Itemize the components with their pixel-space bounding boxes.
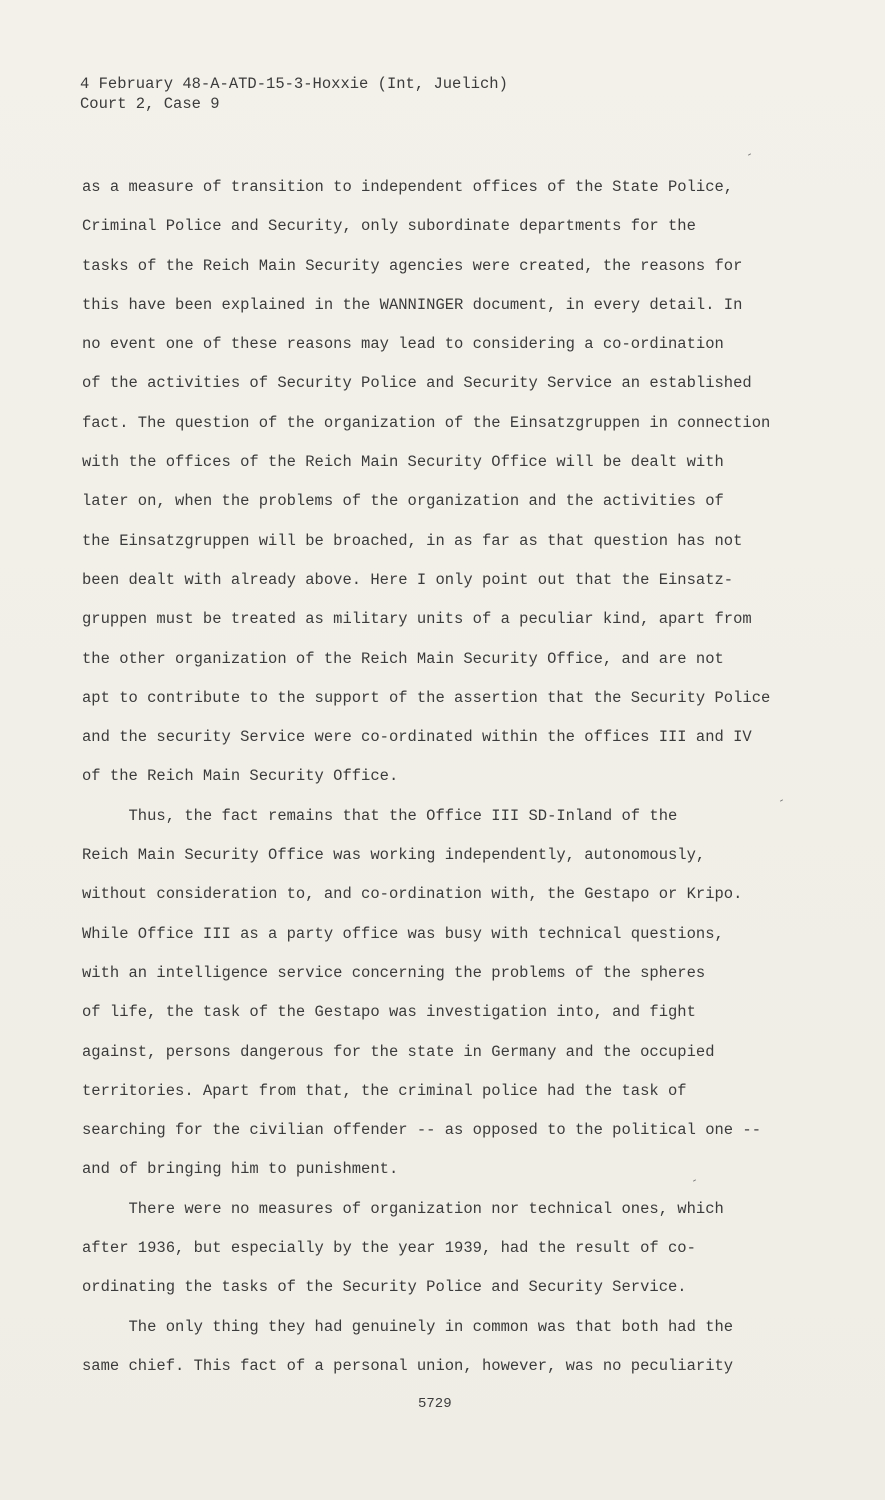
body-line: and the security Service were co-ordinated within the offices III and IV <box>82 728 752 747</box>
body-line: ordinating the tasks of the Security Police and Security Service. <box>82 1278 687 1297</box>
body-line: and of bringing him to punishment. <box>82 1160 399 1179</box>
body-line: gruppen must be treated as military units of a peculiar kind, apart from <box>82 610 752 629</box>
body-line: of the activities of Security Police and Security Service an established <box>82 374 752 393</box>
body-line: territories. Apart from that, the criminal police had the task of <box>82 1081 687 1100</box>
body-line: with an intelligence service concerning the problems of the spheres <box>82 963 706 982</box>
body-line: been dealt with already above. Here I only point out that the Einsatz- <box>82 570 734 589</box>
body-line: with the offices of the Reich Main Security Office will be dealt with <box>82 453 724 472</box>
body-line: Reich Main Security Office was working independently, autonomously, <box>82 846 706 865</box>
body-line: the Einsatzgruppen will be broached, in as far as that question has not <box>82 531 743 550</box>
header-line-1: 4 February 48-A-ATD-15-3-Hoxxie (Int, Juelich) <box>80 75 508 93</box>
body-line: The only thing they had genuinely in common was that both had the <box>82 1317 734 1336</box>
body-line: after 1936, but especially by the year 1939, had the result of co- <box>82 1239 696 1258</box>
paper-speck <box>748 153 751 155</box>
body-line: There were no measures of organization nor technical ones, which <box>82 1199 724 1218</box>
body-line: against, persons dangerous for the state in Germany and the occupied <box>82 1042 715 1061</box>
body-line: apt to contribute to the support of the assertion that the Security Police <box>82 688 771 707</box>
header-line-2: Court 2, Case 9 <box>80 95 220 113</box>
body-line: Criminal Police and Security, only subordinate departments for the <box>82 217 696 236</box>
body-line: searching for the civilian offender -- as opposed to the political one -- <box>82 1121 762 1140</box>
body-line: this have been explained in the WANNINGER document, in every detail. In <box>82 295 743 314</box>
document-header <box>80 74 508 114</box>
body-line: later on, when the problems of the organization and the activities of <box>82 492 724 511</box>
page-number: 5729 <box>418 1396 452 1412</box>
body-line: While Office III as a party office was busy with technical questions, <box>82 924 724 943</box>
body-text <box>82 168 842 1386</box>
body-line: no event one of these reasons may lead to considering a co-ordination <box>82 335 724 354</box>
body-line: the other organization of the Reich Main Security Office, and are not <box>82 649 724 668</box>
body-line: same chief. This fact of a personal union, however, was no peculiarity <box>82 1356 734 1375</box>
body-line: Thus, the fact remains that the Office III SD-Inland of the <box>82 806 678 825</box>
body-line: tasks of the Reich Main Security agencies were created, the reasons for <box>82 256 743 275</box>
body-line: of life, the task of the Gestapo was investigation into, and fight <box>82 1003 696 1022</box>
body-line: without consideration to, and co-ordination with, the Gestapo or Kripo. <box>82 885 743 904</box>
body-line: fact. The question of the organization of the Einsatzgruppen in connection <box>82 413 771 432</box>
body-line: of the Reich Main Security Office. <box>82 767 399 786</box>
body-line: as a measure of transition to independent offices of the State Police, <box>82 178 734 196</box>
